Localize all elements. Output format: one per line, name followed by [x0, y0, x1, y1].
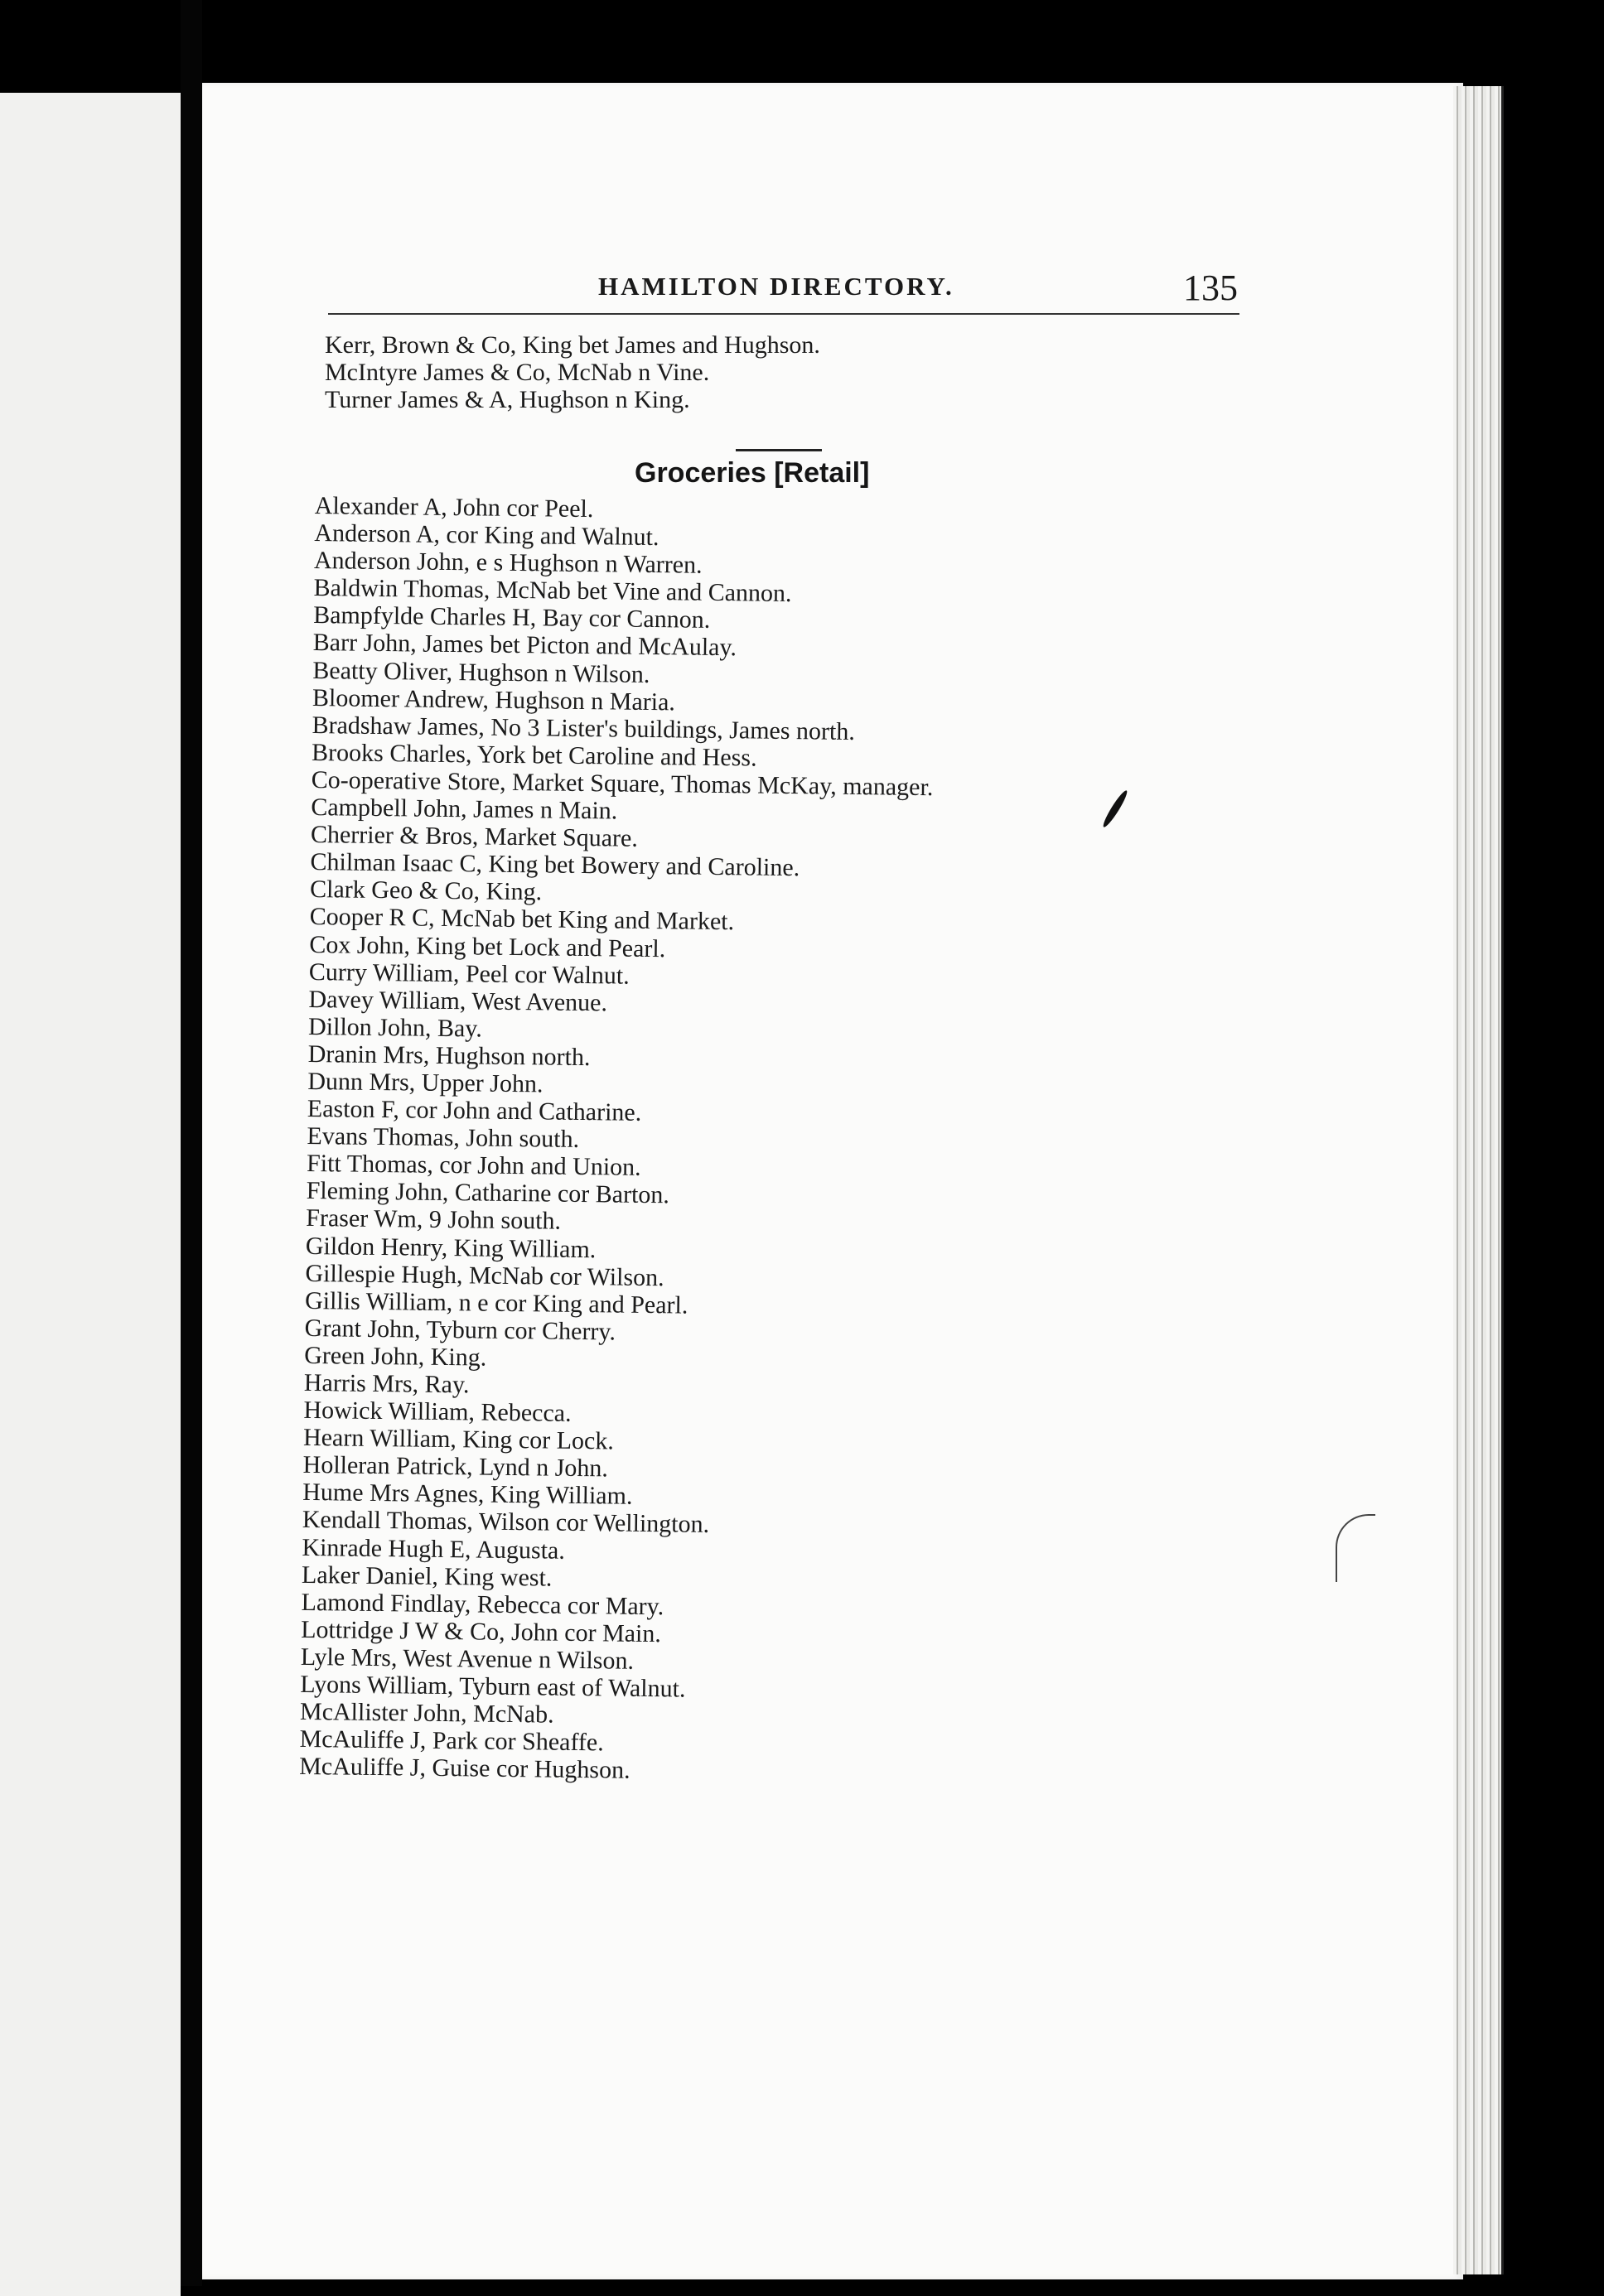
- list-item: Howick William, Rebecca.: [303, 1396, 572, 1427]
- list-item: Barr John, James bet Picton and McAulay.: [312, 629, 737, 662]
- list-item: Lyons William, Tyburn east of Walnut.: [300, 1670, 686, 1703]
- list-item: McAuliffe J, Park cor Sheaffe.: [299, 1725, 604, 1757]
- list-item: Baldwin Thomas, McNab bet Vine and Cannon.: [313, 574, 792, 608]
- list-item: Lottridge J W & Co, John cor Main.: [301, 1615, 662, 1648]
- list-item: Hearn William, King cor Lock.: [302, 1424, 615, 1455]
- section-divider: [736, 449, 822, 451]
- list-item: Beatty Oliver, Hughson n Wilson.: [312, 656, 650, 688]
- list-item: Gillespie Hugh, McNab cor Wilson.: [305, 1259, 664, 1291]
- list-item: McIntyre James & Co, McNab n Vine.: [325, 359, 710, 386]
- list-item: Dunn Mrs, Upper John.: [307, 1067, 544, 1098]
- list-item: Alexander A, John cor Peel.: [314, 492, 594, 523]
- list-item: Clark Geo & Co, King.: [309, 875, 543, 906]
- list-item: Evans Thomas, John south.: [307, 1122, 580, 1154]
- list-item: Dranin Mrs, Hughson north.: [307, 1039, 591, 1071]
- list-item: Bloomer Andrew, Hughson n Maria.: [312, 683, 676, 716]
- list-item: Cox John, King bet Lock and Pearl.: [309, 930, 666, 962]
- list-item: Dillon John, Bay.: [307, 1012, 483, 1043]
- list-item: Fleming John, Catharine cor Barton.: [306, 1177, 670, 1209]
- list-item: Lyle Mrs, West Avenue n Wilson.: [300, 1642, 635, 1675]
- list-item: Campbell John, James n Main.: [311, 793, 618, 825]
- list-item: Grant John, Tyburn cor Cherry.: [304, 1314, 616, 1346]
- list-item: Chilman Isaac C, King bet Bowery and Caroline.: [310, 848, 800, 882]
- list-item: Fitt Thomas, cor John and Union.: [306, 1150, 641, 1182]
- list-item: Kinrade Hugh E, Augusta.: [302, 1533, 566, 1565]
- list-item: Harris Mrs, Ray.: [303, 1368, 470, 1399]
- list-item: Hume Mrs Agnes, King William.: [302, 1478, 633, 1511]
- grocers-list: [299, 492, 1268, 1792]
- book-gutter: [181, 0, 202, 2286]
- list-item: Davey William, West Avenue.: [308, 985, 608, 1017]
- section-heading: Groceries [Retail]: [635, 457, 870, 489]
- list-item: Easton F, cor John and Catharine.: [307, 1095, 642, 1126]
- running-title: HAMILTON DIRECTORY.: [598, 272, 954, 301]
- list-item: Cooper R C, McNab bet King and Market.: [309, 903, 735, 936]
- list-item: Anderson A, cor King and Walnut.: [314, 519, 659, 552]
- list-item: Bradshaw James, No 3 Lister's buildings, James north.: [312, 711, 856, 745]
- list-item: Kerr, Brown & Co, King bet James and Hughson.: [325, 331, 820, 359]
- list-item: Co-operative Store, Market Square, Thomas McKay, manager.: [311, 765, 934, 802]
- facing-page-edge: [0, 93, 181, 2296]
- page-number: 135: [1183, 268, 1238, 308]
- list-item: Curry William, Peel cor Walnut.: [308, 957, 630, 990]
- list-item: Bampfylde Charles H, Bay cor Cannon.: [312, 601, 711, 634]
- carry-over-list: [325, 331, 1236, 413]
- list-item: Kendall Thomas, Wilson cor Wellington.: [302, 1506, 710, 1539]
- list-item: Laker Daniel, King west.: [301, 1560, 553, 1592]
- list-item: Lamond Findlay, Rebecca cor Mary.: [301, 1588, 664, 1620]
- list-item: Anderson John, e s Hughson n Warren.: [313, 547, 703, 579]
- list-item: Gillis William, n e cor King and Pearl.: [304, 1286, 688, 1319]
- list-item: Gildon Henry, King William.: [305, 1232, 597, 1263]
- list-item: McAuliffe J, Guise cor Hughson.: [298, 1753, 630, 1785]
- page-stack-edges: [1453, 86, 1504, 2274]
- list-item: Brooks Charles, York bet Caroline and Hess.: [311, 738, 757, 772]
- list-item: Turner James & A, Hughson n King.: [325, 386, 690, 413]
- header-rule: [328, 313, 1239, 315]
- list-item: Holleran Patrick, Lynd n John.: [302, 1451, 609, 1483]
- list-item: Cherrier & Bros, Market Square.: [310, 821, 639, 852]
- list-item: Fraser Wm, 9 John south.: [306, 1204, 562, 1236]
- list-item: Green John, King.: [304, 1341, 487, 1372]
- list-item: McAllister John, McNab.: [299, 1698, 554, 1729]
